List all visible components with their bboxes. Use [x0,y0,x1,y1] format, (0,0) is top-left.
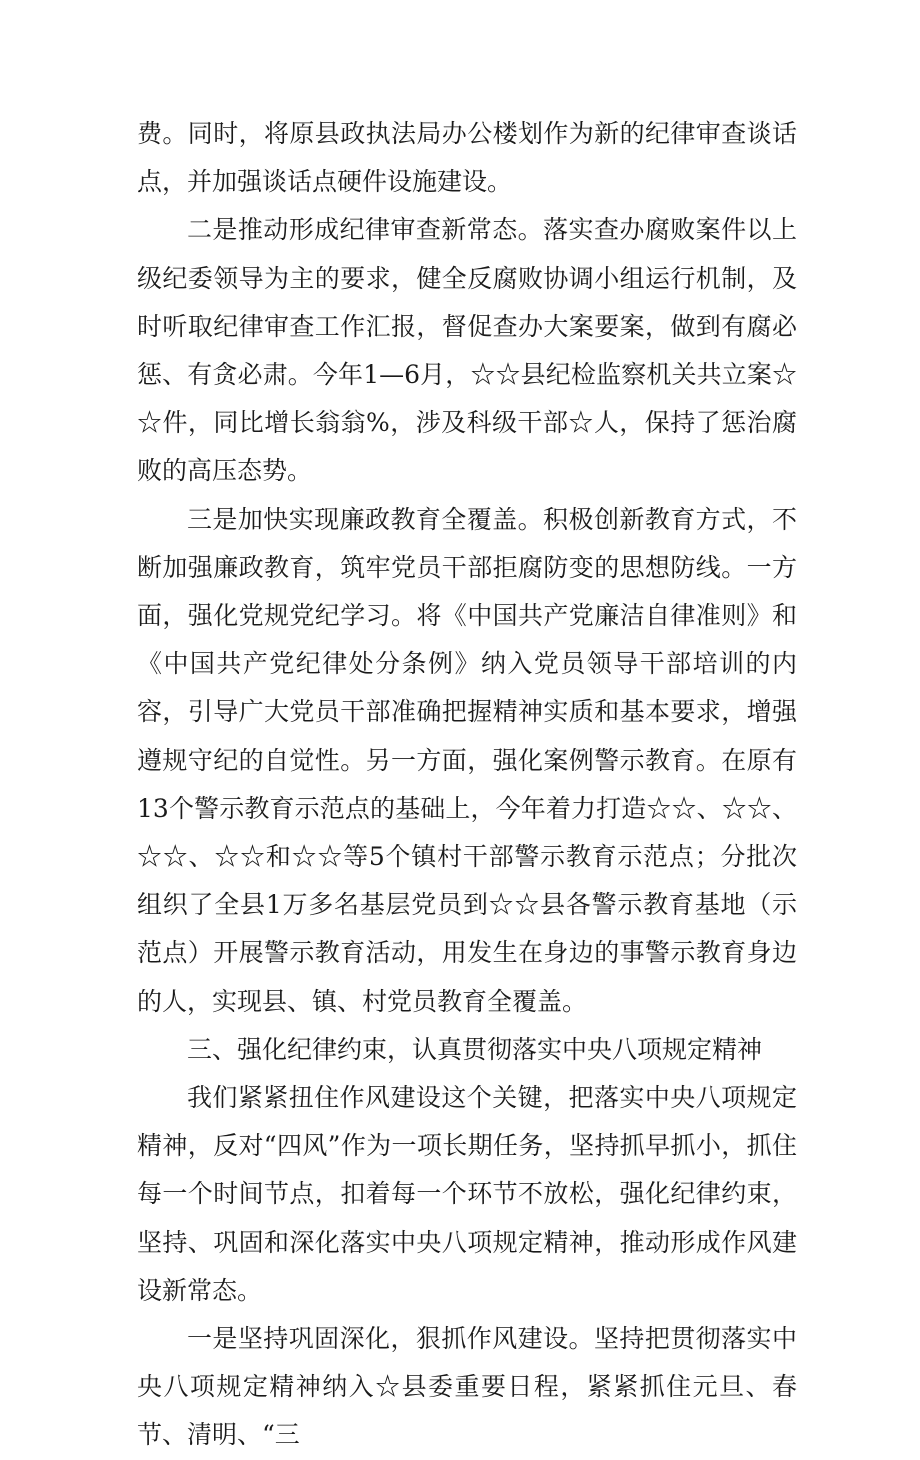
paragraph-integrity-education: 三是加快实现廉政教育全覆盖。积极创新教育方式，不断加强廉政教育，筑牢党员干部拒腐防变的思想防线。一方面，强化党规党纪学习。将《中国共产党廉洁自律准则》和《中国共产党纪律处分条例》纳入党员领导干部培训的内容，引导广大党员干部准确把握精神实质和基本要求，增强遵规守纪的自觉性。另一方面，强化案例警示教育。在原有13个警示教育示范点的基础上，今年着力打造☆☆、☆☆、☆☆、☆☆和☆☆等5个镇村干部警示教育示范点；分批次组织了全县1万多名基层党员到☆☆县各警示教育基地（示范点）开展警示教育活动，用发生在身边的事警示教育身边的人，实现县、镇、村党员教育全覆盖。 [137,504,797,1016]
paragraph-continuation: 费。同时，将原县政执法局办公楼划作为新的纪律审查谈话点，并加强谈话点硬件设施建设。 [137,119,797,197]
section-heading-three: 三、强化纪律约束，认真贯彻落实中央八项规定精神 [187,1034,763,1064]
document-body [137,110,797,1460]
paragraph-consolidate-deepen: 一是坚持巩固深化，狠抓作风建设。坚持把贯彻落实中央八项规定精神纳入☆县委重要日程，紧紧抓住元旦、春节、清明、“三 [137,1324,797,1450]
paragraph-discipline-review: 二是推动形成纪律审查新常态。落实查办腐败案件以上级纪委领导为主的要求，健全反腐败协调小组运行机制，及时听取纪律审查工作汇报，督促查办大案要案，做到有腐必惩、有贪必肃。今年1—6月，☆☆县纪检监察机关共立案☆☆件，同比增长翁翁%，涉及科级干部☆人，保持了惩治腐败的高压态势。 [137,215,797,486]
paragraph-work-style: 我们紧紧扭住作风建设这个关键，把落实中央八项规定精神，反对“四风”作为一项长期任务，坚持抓早抓小，抓住每一个时间节点，扣着每一个环节不放松，强化纪律约束，坚持、巩固和深化落实中央八项规定精神，推动形成作风建设新常态。 [137,1083,797,1305]
